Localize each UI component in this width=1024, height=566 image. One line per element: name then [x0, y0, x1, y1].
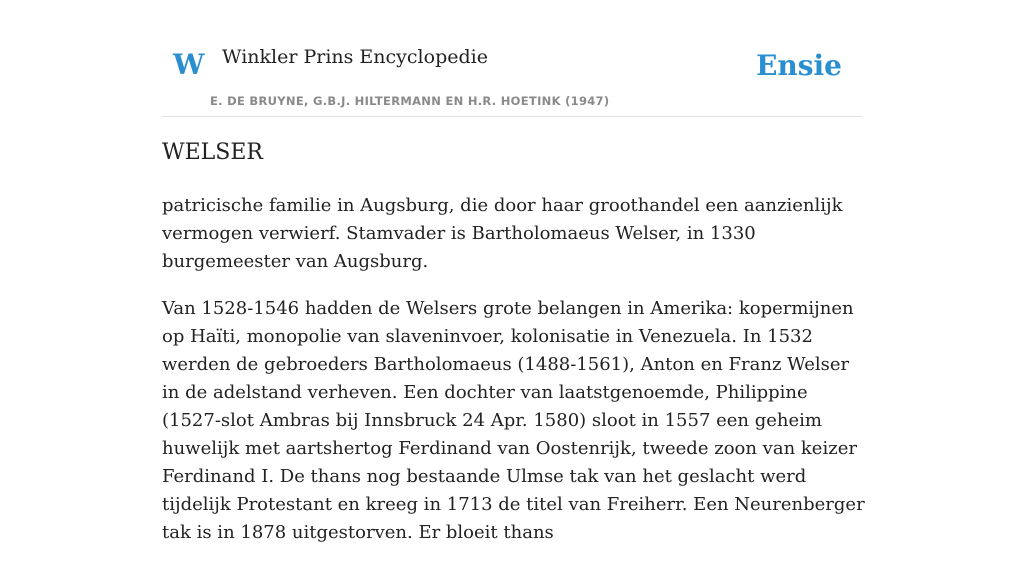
article-paragraph: patricische familie in Augsburg, die door haar groothandel een aanzienlijk vermogen verwierf. Stamvader is Bartholomaeus Welser, in 1330 burgemeester van Augsburg.: [162, 195, 843, 272]
article-body: [162, 192, 867, 566]
source-title[interactable]: Winkler Prins Encyclopedie: [222, 46, 488, 68]
source-header: [162, 0, 862, 117]
encyclopedia-logo-icon[interactable]: W: [173, 48, 205, 81]
ensie-brand-logo[interactable]: Ensie: [756, 49, 842, 82]
source-authors: E. DE BRUYNE, G.B.J. HILTERMANN EN H.R. HOETINK (1947): [210, 94, 610, 108]
article-headword: WELSER: [162, 140, 263, 165]
article-paragraph: Van 1528-1546 hadden de Welsers grote belangen in Amerika: kopermijnen op Haïti, monopolie van slaveninvoer, kolonisatie in Venezuela. In 1532 werden de gebroeders Bartholomaeus (1488-1561), Anton en Franz Welser in de adelstand verheven. Een dochter van laatstgenoemde, Philippine (1527-slot Ambras bij Innsbruck 24 Apr. 1580) sloot in 1557 een geheim huwelijk met aartshertog Ferdinand van Oostenrijk, tweede zoon van keizer Ferdinand I. De thans nog bestaande Ulmse tak van het geslacht werd tijdelijk Protestant en kreeg in 1713 de titel van Freiherr. Een Neurenberger tak is in 1878 uitgestorven. Er bloeit thans: [162, 298, 865, 543]
